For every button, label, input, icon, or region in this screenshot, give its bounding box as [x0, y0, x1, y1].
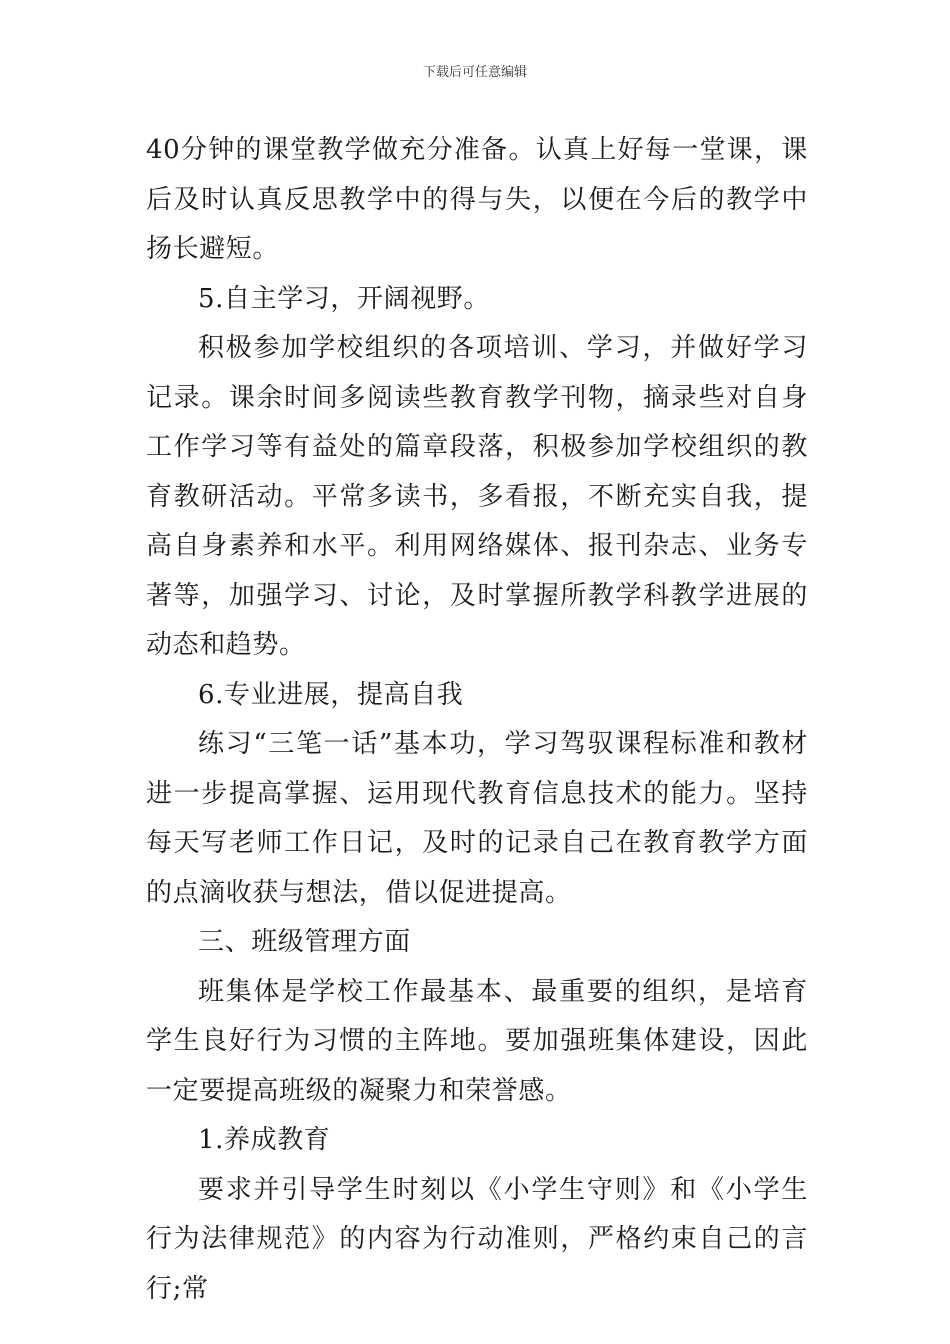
page-header-note: 下载后可任意编辑 [422, 65, 527, 80]
heading-habit-education: 1.养成教育 [198, 1125, 331, 1155]
document-body [146, 126, 808, 1314]
paragraph-self-study: 积极参加学校组织的各项培训、学习，并做好学习记录。课余时间多阅读些教育教学刊物，摘录些对自身工作学习等有益处的篇章段落，积极参加学校组织的教育教研活动。平常多读书，多看报，不断充实自我，提高自身素养和水平。利用网络媒体、报刊杂志、业务专著等，加强学习、讨论，及时掌握所教学科教学进展的动态和趋势。 [146, 333, 808, 660]
paragraph-habit-education: 要求并引导学生时刻以《小学生守则》和《小学生行为法律规范》的内容为行动准则，严格约束自己的言行;常 [146, 1174, 808, 1304]
paragraph-class-management: 班集体是学校工作最基本、最重要的组织，是培育学生良好行为习惯的主阵地。要加强班集体建设，因此一定要提高班级的凝聚力和荣誉感。 [146, 976, 808, 1106]
paragraph-continuation: 40分钟的课堂教学做充分准备。认真上好每一堂课，课后及时认真反思教学中的得与失，以便在今后的教学中扬长避短。 [146, 135, 808, 264]
heading-self-study: 5.自主学习，开阔视野。 [198, 283, 491, 314]
paragraph-professional-development: 练习“三笔一话”基本功，学习驾驭课程标准和教材进一步提高掌握、运用现代教育信息技术的能力。坚持每天写老师工作日记，及时的记录自己在教育教学方面的点滴收获与想法，借以促进提高。 [146, 729, 808, 908]
heading-class-management: 三、班级管理方面 [198, 927, 411, 957]
heading-professional-development: 6.专业进展，提高自我 [198, 679, 464, 710]
